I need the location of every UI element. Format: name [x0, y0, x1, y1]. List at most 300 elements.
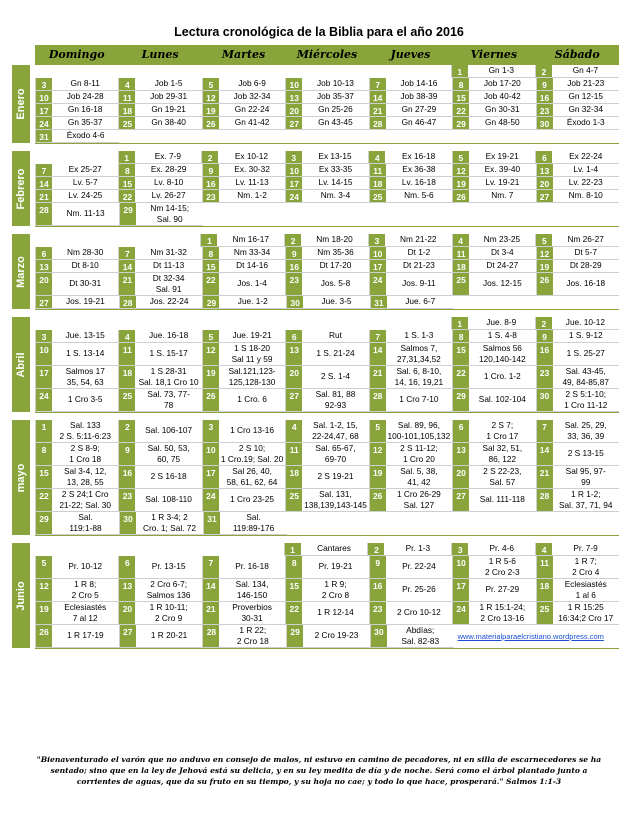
reading-line: 2 S 19-21 — [317, 471, 354, 482]
reading-line: Gn 12-15 — [568, 91, 604, 102]
reading-line: Lv. 26-27 — [151, 190, 186, 201]
reading-text — [553, 466, 619, 488]
reading-text — [386, 247, 452, 259]
month-gap — [35, 536, 619, 543]
reading-line: 22-24,47, 68 — [312, 431, 359, 441]
day-cell — [452, 164, 535, 177]
reading-line: Dt 5-7 — [574, 247, 598, 258]
reading-line: Abdías; — [406, 625, 435, 635]
reading-line: Gn 46-47 — [401, 117, 437, 128]
reading-line: 16:34;2 Cro 17 — [558, 613, 614, 623]
reading-line: Pr. 4-6 — [489, 543, 514, 554]
reading-line: Sal 26, 40, — [232, 466, 272, 476]
reading-text — [469, 273, 535, 295]
day-cell — [369, 78, 452, 91]
day-cell — [35, 489, 118, 512]
reading-line: Sal. 18,1 Cro 10 — [138, 377, 199, 387]
day-number: 10 — [453, 556, 469, 578]
day-number: 23 — [537, 104, 553, 116]
day-cell — [118, 389, 201, 412]
day-cell — [35, 260, 118, 273]
reading-text — [468, 317, 535, 329]
reading-text — [385, 234, 452, 246]
day-number: 28 — [120, 296, 136, 308]
reading-text — [302, 389, 368, 411]
reading-line: 14, 16, 19,21 — [394, 377, 444, 387]
day-cell — [451, 543, 535, 556]
reading-text — [468, 65, 535, 77]
day-cell — [118, 104, 201, 117]
empty-day-cell — [35, 65, 118, 78]
day-cell — [369, 104, 452, 117]
reading-line: Job 14-16 — [400, 78, 438, 89]
day-number: 29 — [287, 625, 303, 647]
day-number: 28 — [36, 203, 52, 225]
reading-line: 2 S 5:1-10; — [565, 389, 607, 399]
reading-text — [553, 104, 619, 116]
day-cell — [368, 234, 452, 247]
day-cell — [285, 420, 368, 443]
day-cell — [369, 489, 452, 512]
day-number: 23 — [119, 489, 135, 511]
reading-text — [135, 91, 201, 103]
reading-line: Job 6-9 — [238, 78, 266, 89]
day-number: 21 — [36, 190, 52, 202]
reading-text — [135, 343, 201, 365]
reading-text — [219, 164, 285, 176]
reading-line: Sal. 81, 88 — [315, 389, 356, 399]
day-number: 22 — [36, 489, 52, 511]
reading-text — [469, 234, 536, 246]
day-number: 4 — [536, 543, 552, 555]
day-cell — [452, 420, 535, 443]
reading-line: Sal. 1-2, 15, — [313, 420, 358, 430]
day-number: 29 — [120, 203, 136, 225]
reading-line: Sal. 37, 71, 94 — [558, 500, 613, 510]
day-cell — [285, 177, 368, 190]
day-cell — [452, 234, 536, 247]
reading-text — [553, 389, 619, 411]
reading-line: 13, 28, 55 — [66, 477, 104, 487]
reading-text — [302, 164, 368, 176]
reading-text — [553, 443, 619, 465]
reading-line: Gn 4-7 — [572, 65, 599, 76]
reading-line: 1 S 28-31 — [150, 366, 187, 376]
reading-text — [552, 543, 619, 555]
day-cell — [452, 366, 535, 389]
reading-line: Ex 25-27 — [68, 164, 102, 175]
day-number: 12 — [537, 247, 553, 259]
reading-line: 1 R 5-6 — [488, 556, 516, 566]
day-number: 17 — [453, 579, 469, 601]
reading-line: Sal. 133 — [69, 420, 101, 430]
day-cell — [285, 151, 369, 164]
day-number: 14 — [36, 177, 52, 189]
day-number: 9 — [119, 443, 135, 465]
day-cell — [202, 273, 285, 296]
reading-line: Gn 16-18 — [67, 104, 103, 115]
day-cell — [35, 104, 118, 117]
week-row — [35, 190, 619, 203]
reading-line: 1 R 8; — [74, 579, 97, 589]
day-cell — [452, 177, 535, 190]
week-row — [35, 556, 619, 579]
reading-line: Nm 28-30 — [66, 247, 104, 258]
reading-line: Proverbios — [232, 602, 272, 612]
day-number: 16 — [537, 343, 553, 365]
month-name: Febrero — [15, 168, 27, 209]
reading-line: 2 S 24;1 Cro — [61, 489, 109, 499]
day-number: 24 — [36, 389, 52, 411]
week-row — [35, 366, 619, 389]
reading-text — [469, 330, 535, 342]
day-number: 14 — [119, 260, 135, 272]
reading-text — [135, 366, 201, 388]
day-number: 28 — [537, 489, 553, 511]
day-number: 14 — [370, 91, 386, 103]
reading-line: Sal. 106-107 — [145, 425, 193, 436]
weekday-monday: Lunes — [141, 48, 179, 61]
reading-line: Dt 21-23 — [402, 260, 435, 271]
reading-line: Jue. 19-21 — [232, 330, 272, 341]
day-number: 17 — [370, 260, 386, 272]
reading-text — [386, 466, 452, 488]
day-cell — [118, 177, 201, 190]
reading-line: 119:1-88 — [69, 523, 102, 533]
day-number: 3 — [36, 78, 52, 90]
day-cell — [369, 177, 452, 190]
day-cell — [118, 91, 201, 104]
reading-text — [52, 117, 118, 129]
reading-text — [386, 273, 452, 295]
day-cell — [118, 260, 201, 273]
day-number: 18 — [119, 366, 135, 388]
day-cell — [35, 343, 118, 366]
reading-line: Pr. 10-12 — [68, 561, 103, 572]
reading-line: 2 S 7; — [491, 420, 514, 430]
reading-text — [136, 203, 203, 225]
empty-day-cell — [35, 151, 118, 164]
day-cell — [35, 366, 118, 389]
day-cell — [285, 260, 368, 273]
day-number: 20 — [36, 273, 52, 295]
months-container — [15, 65, 619, 649]
week-row — [35, 389, 619, 412]
reading-text — [52, 330, 118, 342]
reading-line: Jue. 3-5 — [321, 296, 352, 307]
day-number: 28 — [370, 389, 386, 411]
empty-day-cell — [201, 543, 284, 556]
reading-line: Pr. 19-21 — [318, 561, 353, 572]
reading-text — [469, 366, 535, 388]
day-number: 8 — [453, 330, 469, 342]
day-number: 17 — [36, 366, 52, 388]
reading-line: 1 S. 15-17 — [149, 348, 188, 359]
reading-line: Nm. 1-2 — [237, 190, 267, 201]
day-cell — [201, 151, 285, 164]
reading-text — [553, 273, 619, 295]
day-number: 8 — [286, 556, 302, 578]
month-block-junio — [15, 543, 619, 649]
day-number: 25 — [537, 602, 553, 624]
reading-line: Pr. 13-15 — [151, 561, 186, 572]
reading-text — [135, 420, 201, 442]
day-number: 12 — [453, 164, 469, 176]
reading-text — [218, 151, 285, 163]
reading-line: Jue. 16-18 — [149, 330, 189, 341]
day-number: 10 — [36, 91, 52, 103]
day-cell — [535, 234, 619, 247]
reading-line: Sal. 25, 29, — [564, 420, 607, 430]
reading-text — [468, 543, 535, 555]
day-number: 31 — [204, 512, 220, 534]
reading-text — [386, 190, 452, 202]
reading-line: Ex. 7-9 — [154, 151, 182, 162]
empty-day-cell — [286, 203, 369, 226]
day-cell — [284, 543, 368, 556]
reading-line: 33, 36, 39 — [567, 431, 605, 441]
day-cell — [202, 164, 285, 177]
day-number: 5 — [453, 151, 469, 163]
reading-text — [553, 247, 619, 259]
week-row — [35, 543, 619, 556]
reading-line: 30-31 — [241, 613, 263, 623]
day-number: 7 — [119, 247, 135, 259]
reading-line: Dt 11-13 — [153, 260, 185, 271]
reading-text — [52, 247, 118, 259]
day-number: 10 — [36, 343, 52, 365]
day-number: 25 — [119, 117, 135, 129]
day-number: 6 — [286, 330, 302, 342]
empty-day-cell — [370, 203, 453, 226]
day-cell — [202, 389, 285, 412]
reading-text — [219, 247, 285, 259]
day-number: 6 — [119, 556, 135, 578]
reading-line: Nm 33-34 — [233, 247, 271, 258]
day-number: 27 — [36, 296, 52, 308]
reading-text — [469, 389, 535, 411]
day-cell — [535, 317, 619, 330]
reading-line: Jos. 9-11 — [402, 278, 436, 289]
day-number: 12 — [36, 579, 52, 601]
weekday-friday: Viernes — [470, 48, 518, 61]
empty-day-cell — [452, 130, 535, 143]
reading-line: 1 Cro 13-16 — [230, 425, 274, 436]
reading-line: Cantares — [317, 543, 351, 554]
reading-line: 1 R 3-4; 2 — [151, 512, 188, 522]
day-number: 6 — [36, 247, 52, 259]
day-cell — [369, 443, 452, 466]
day-number: 22 — [286, 602, 302, 624]
day-cell — [285, 443, 368, 466]
day-cell — [285, 164, 368, 177]
reading-line: Job 29-31 — [150, 91, 188, 102]
month-name: Enero — [15, 88, 27, 120]
day-cell — [285, 117, 368, 130]
reading-text — [302, 177, 368, 189]
reading-text — [469, 78, 535, 90]
reading-line: Sal. 91 — [155, 284, 182, 294]
day-number: 10 — [370, 247, 386, 259]
reading-line: 2 Cro 2-3 — [485, 567, 520, 577]
reading-text — [469, 247, 535, 259]
day-cell — [452, 117, 535, 130]
day-cell — [202, 104, 285, 117]
day-cell — [118, 443, 201, 466]
day-number: 27 — [286, 117, 302, 129]
reading-text — [52, 625, 119, 647]
day-number: 22 — [453, 366, 469, 388]
reading-text — [219, 625, 286, 647]
reading-text — [553, 556, 619, 578]
reading-line: 2 Cro 4 — [572, 567, 600, 577]
day-cell — [536, 466, 619, 489]
day-cell — [536, 389, 619, 412]
day-cell — [118, 489, 201, 512]
day-cell — [536, 602, 619, 625]
day-number: 9 — [537, 330, 553, 342]
day-number: 27 — [120, 625, 136, 647]
reading-text — [219, 556, 285, 578]
day-number: 18 — [286, 466, 302, 488]
reading-text — [302, 556, 368, 578]
week-row — [35, 247, 619, 260]
reading-line: Jue. 8-9 — [486, 317, 517, 328]
week-row — [35, 164, 619, 177]
website-link[interactable]: www.materialparaelcristiano.wordpress.com — [457, 632, 604, 641]
reading-line: 1 S. 1-3 — [404, 330, 434, 341]
reading-text — [552, 234, 619, 246]
day-cell — [202, 579, 285, 602]
reading-line: Gn 35-37 — [67, 117, 103, 128]
reading-line: 120,140-142 — [479, 354, 526, 364]
reading-text — [220, 512, 287, 534]
day-cell — [536, 273, 619, 296]
reading-text — [387, 296, 454, 308]
reading-text — [52, 203, 119, 225]
reading-text — [52, 366, 118, 388]
reading-line: 2 Cro 10-12 — [396, 607, 441, 618]
day-number: 5 — [203, 78, 219, 90]
month-label — [0, 420, 30, 535]
reading-line: 27,31,34,52 — [396, 354, 441, 364]
empty-day-cell — [35, 234, 118, 247]
reading-text — [136, 296, 203, 308]
day-cell — [35, 420, 118, 443]
reading-line: Nm 16-17 — [232, 234, 270, 245]
reading-text — [469, 579, 535, 601]
day-cell — [369, 91, 452, 104]
day-cell — [536, 579, 619, 602]
month-label — [0, 317, 30, 412]
day-cell — [35, 330, 118, 343]
reading-text — [386, 164, 452, 176]
reading-line: Nm 23-25 — [483, 234, 521, 245]
day-number: 26 — [537, 273, 553, 295]
day-cell — [452, 466, 535, 489]
empty-day-cell — [203, 130, 286, 143]
day-number: 16 — [370, 579, 386, 601]
day-number: 7 — [370, 78, 386, 90]
reading-line: 2 Cro 8 — [321, 590, 350, 600]
empty-day-cell — [536, 203, 619, 226]
day-cell — [118, 602, 201, 625]
reading-line: 1 R 10-11; — [149, 602, 188, 612]
reading-line: 2 Cro 13-16 — [480, 613, 525, 623]
reading-text — [52, 260, 118, 272]
day-cell — [285, 190, 368, 203]
empty-day-cell — [368, 65, 451, 78]
reading-line: 2 S 10; — [238, 443, 266, 453]
reading-line: Ex 10-12 — [234, 151, 269, 162]
day-cell — [452, 151, 536, 164]
day-cell — [536, 164, 619, 177]
reading-line: 49, 84-85,87 — [562, 377, 610, 387]
day-number: 6 — [453, 420, 469, 442]
day-number: 9 — [370, 556, 386, 578]
empty-day-cell — [118, 65, 201, 78]
day-cell — [452, 389, 535, 412]
day-cell — [452, 190, 535, 203]
reading-text — [553, 343, 619, 365]
month-gap — [35, 310, 619, 317]
day-cell — [118, 579, 201, 602]
day-number: 29 — [453, 117, 469, 129]
reading-line: Pr. 7-9 — [573, 543, 598, 554]
reading-line: Job 40-42 — [483, 91, 521, 102]
reading-text — [385, 151, 452, 163]
reading-text — [135, 247, 201, 259]
day-number: 20 — [537, 177, 553, 189]
reading-line: Lv. 16-18 — [401, 177, 436, 188]
day-number: 25 — [453, 273, 469, 295]
empty-day-cell — [284, 65, 367, 78]
reading-text — [135, 78, 201, 90]
day-number: 27 — [286, 389, 302, 411]
day-number: 24 — [203, 489, 219, 511]
reading-text — [302, 190, 368, 202]
day-number: 13 — [286, 91, 302, 103]
reading-line: 119:89-176 — [232, 523, 275, 533]
day-number: 21 — [537, 466, 553, 488]
reading-line: Sal. — [246, 512, 261, 522]
day-number: 20 — [286, 366, 302, 388]
day-number: 12 — [370, 443, 386, 465]
day-number: 28 — [203, 625, 219, 647]
reading-line: Jos. 22-24 — [149, 296, 189, 307]
reading-line: Lv. 8-10 — [153, 177, 184, 188]
reading-line: Dt 30-31 — [69, 278, 102, 289]
reading-line: Pr. 25-26 — [402, 584, 436, 595]
day-number: 1 — [36, 420, 52, 442]
day-number: 1 — [201, 234, 217, 246]
day-cell — [369, 420, 452, 443]
day-number: 21 — [370, 366, 386, 388]
reading-text — [52, 579, 118, 601]
reading-line: 1 al 6 — [575, 590, 596, 600]
reading-line: Job 24-28 — [66, 91, 104, 102]
day-cell — [285, 602, 368, 625]
reading-text — [553, 164, 619, 176]
day-number: 3 — [286, 151, 302, 163]
empty-day-cell — [118, 317, 201, 330]
reading-text — [219, 78, 285, 90]
day-number: 25 — [370, 190, 386, 202]
day-cell — [369, 190, 452, 203]
reading-line: 1 Cro 11-12 — [564, 400, 608, 410]
reading-text — [302, 247, 368, 259]
day-number: 13 — [453, 443, 469, 465]
